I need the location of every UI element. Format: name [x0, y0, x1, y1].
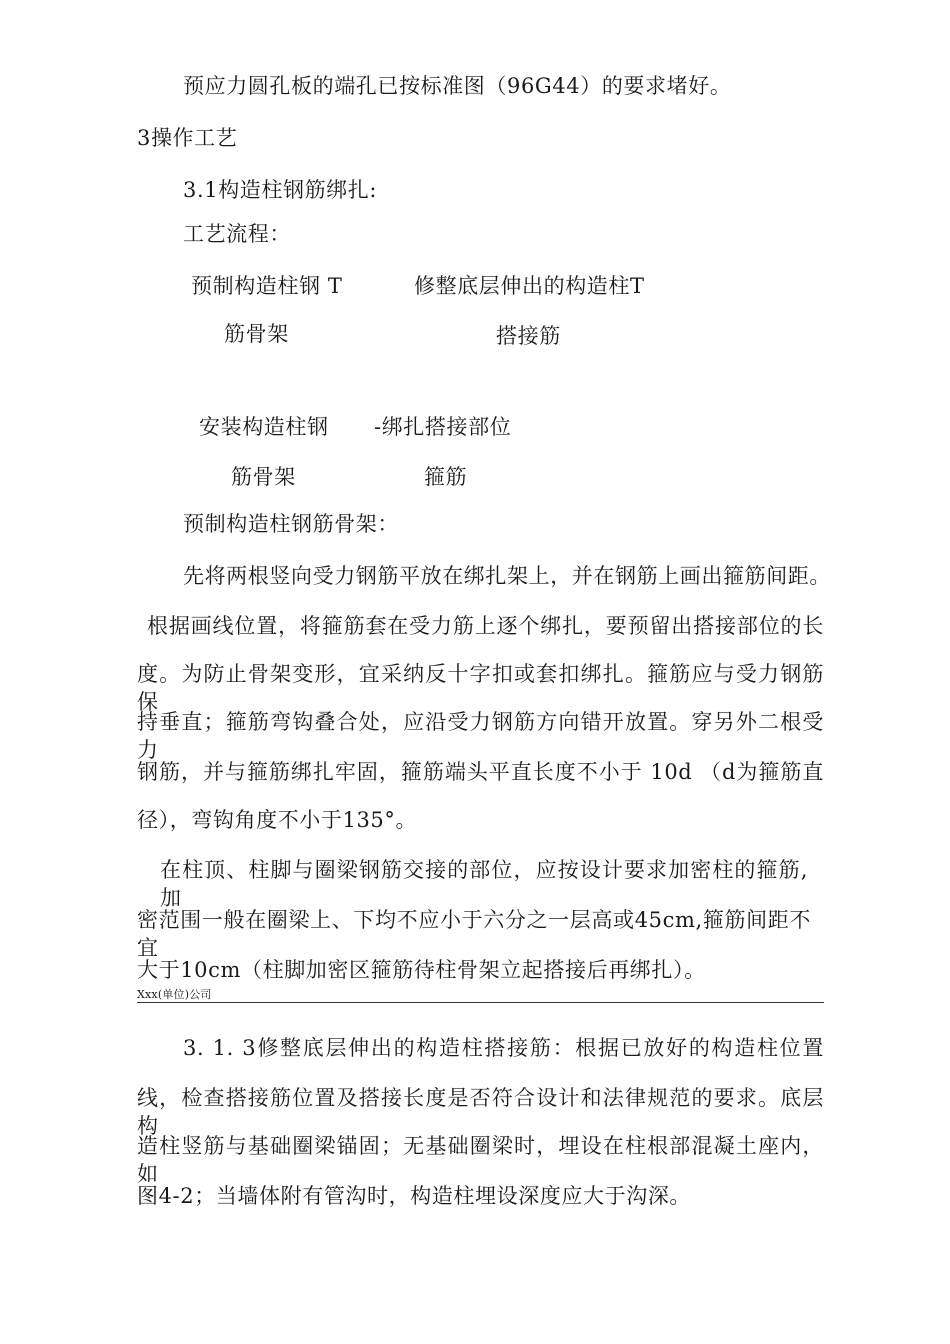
paragraph-line: 先将两根竖向受力钢筋平放在绑扎架上，并在钢筋上画出箍筋间距。	[183, 564, 831, 588]
paragraph-line: 持垂直；箍筋弯钩叠合处，应沿受力钢筋方向错开放置。穿另外二根受力	[137, 710, 824, 762]
paragraph-line: 钢筋，并与箍筋绑扎牢固，箍筋端头平直长度不小于 10d （d为箍筋直	[137, 760, 824, 784]
paragraph-line: 大于10cm（柱脚加密区箍筋待柱骨架立起搭接后再绑扎）。	[137, 958, 706, 982]
paragraph-line: 在柱顶、柱脚与圈梁钢筋交接的部位，应按设计要求加密柱的箍筋,加	[160, 858, 808, 910]
flow-step-label: 搭接筋	[496, 324, 561, 348]
paragraph-line: 线，检查搭接筋位置及搭接长度是否符合设计和法律规范的要求。底层构	[137, 1086, 824, 1138]
paragraph-line: 径），弯钩角度不小于135°。	[137, 808, 418, 832]
paragraph-line: 度。为防止骨架变形，宜采纳反十字扣或套扣绑扎。箍筋应与受力钢筋保	[137, 662, 824, 714]
section-title: 预制构造柱钢筋骨架：	[183, 512, 399, 536]
flow-step-label: 修整底层伸出的构造柱T	[414, 274, 645, 298]
paragraph-line: 预应力圆孔板的端孔已按标准图（96G44）的要求堵好。	[183, 74, 732, 98]
footer-divider	[137, 1002, 824, 1003]
flow-step-label: -绑扎搭接部位	[374, 415, 512, 439]
page-footer: Xxx(单位)公司	[137, 988, 212, 1001]
section-heading: 3操作工艺	[137, 126, 238, 150]
flow-step-label: 筋骨架	[224, 322, 289, 346]
paragraph-line: 造柱竖筋与基础圈梁锚固；无基础圈梁时，埋设在柱根部混凝土座内，如	[137, 1134, 824, 1186]
flow-heading: 工艺流程：	[183, 222, 291, 246]
paragraph-line: 3. 1. 3修整底层伸出的构造柱搭接筋：根据已放好的构造柱位置	[183, 1036, 824, 1060]
flow-step-label: 筋骨架	[231, 465, 296, 489]
paragraph-line: 图4-2；当墙体附有管沟时，构造柱埋设深度应大于沟深。	[137, 1184, 692, 1208]
subsection-heading: 3.1构造柱钢筋绑扎:	[183, 178, 378, 202]
paragraph-line: 密范围一般在圈梁上、下均不应小于六分之一层高或45cm,箍筋间距不宜	[137, 908, 811, 960]
flow-step-label: 预制构造柱钢 T	[191, 274, 343, 298]
flow-step-label: 箍筋	[424, 465, 468, 489]
paragraph-line: 根据画线位置，将箍筋套在受力筋上逐个绑扎，要预留出搭接部位的长	[147, 614, 824, 638]
flow-step-label: 安装构造柱钢	[199, 415, 329, 439]
